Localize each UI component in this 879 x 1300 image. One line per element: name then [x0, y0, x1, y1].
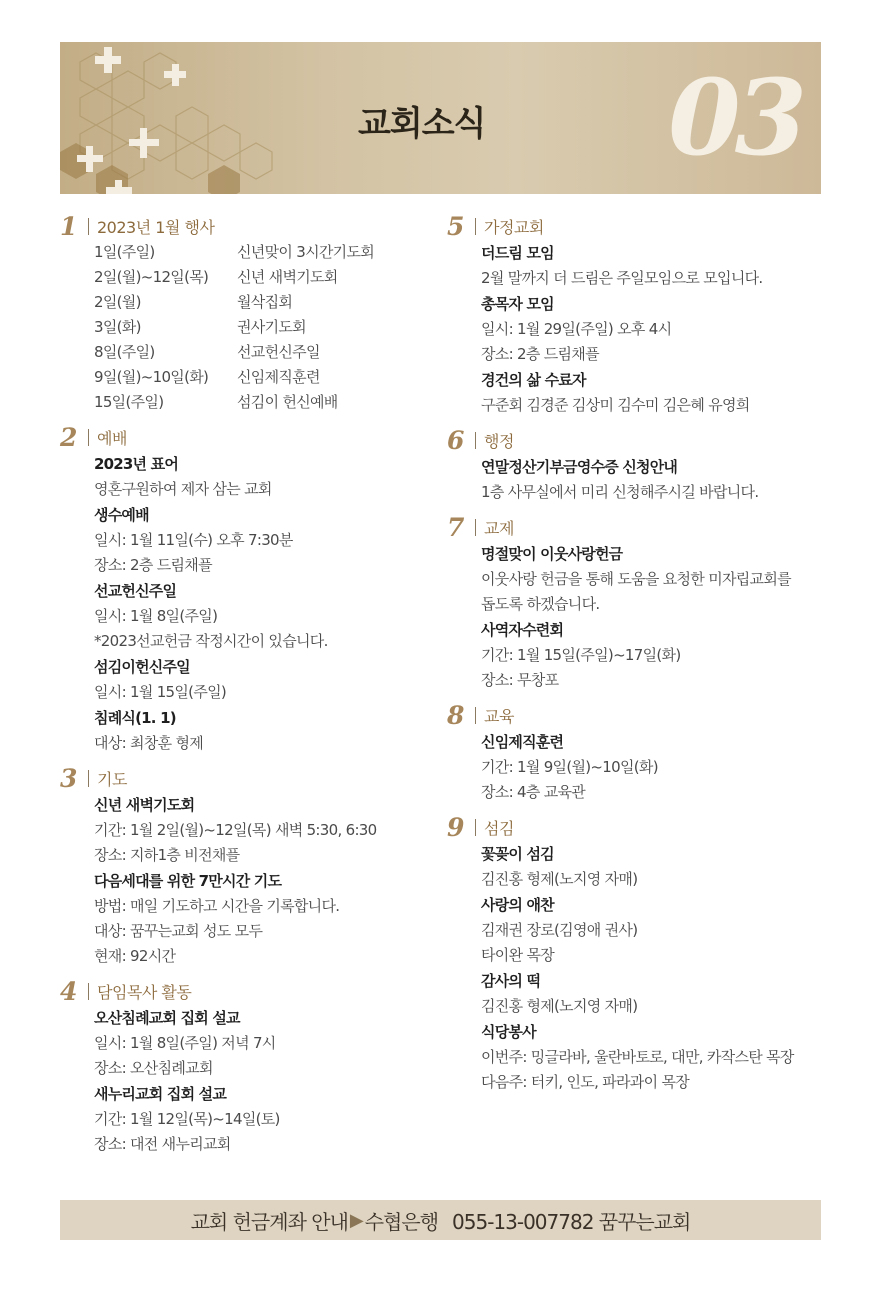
- event-date: 2일(월): [94, 293, 141, 311]
- item-detail: 일시: 1월 8일(주일): [94, 607, 218, 625]
- item-detail: 장소: 오산침례교회: [94, 1059, 213, 1077]
- event-date: 1일(주일): [94, 243, 155, 261]
- event-name: 섬김이 헌신예배: [237, 393, 338, 411]
- section-divider: [88, 770, 89, 787]
- left-column: [60, 212, 430, 1165]
- item-detail: 1층 사무실에서 미리 신청해주시길 바랍니다.: [481, 483, 759, 501]
- section-divider: [475, 432, 476, 449]
- event-row: [94, 290, 430, 315]
- event-date: 3일(화): [94, 318, 141, 336]
- item-title: 사랑의 애찬: [481, 896, 554, 914]
- item-detail: 기간: 1월 12일(목)~14일(토): [94, 1110, 280, 1128]
- section-divider: [475, 519, 476, 536]
- right-column: [447, 212, 832, 1103]
- item-title: 오산침례교회 집회 설교: [94, 1009, 240, 1027]
- item-title: 선교헌신주일: [94, 582, 177, 600]
- event-date: 15일(주일): [94, 393, 164, 411]
- item-detail: 장소: 2층 드림채플: [481, 345, 599, 363]
- item-detail: 영혼구원하여 제자 삼는 교회: [94, 480, 272, 498]
- item-detail: 장소: 2층 드림채플: [94, 556, 212, 574]
- section-number: 1: [60, 211, 78, 241]
- event-row: [94, 265, 430, 290]
- item-detail: 다음주: 터키, 인도, 파라과이 목장: [481, 1073, 690, 1091]
- item-title: 다음세대를 위한 7만시간 기도: [94, 872, 282, 890]
- section-title: 행정: [484, 431, 514, 451]
- section-service: [447, 813, 832, 1095]
- section-number: 8: [447, 700, 465, 730]
- item-title: 연말정산기부금영수증 신청안내: [481, 458, 678, 476]
- section-title: 가정교회: [484, 217, 544, 237]
- item-detail: 이웃사랑 헌금을 통해 도움을 요청한 미자립교회를: [481, 570, 791, 588]
- section-education: [447, 701, 832, 805]
- item-detail: 2월 말까지 더 드림은 주일모임으로 모입니다.: [481, 269, 763, 287]
- item-detail: 김진홍 형제(노지영 자매): [481, 870, 638, 888]
- event-date: 9일(월)~10일(화): [94, 368, 209, 386]
- section-number: 6: [447, 425, 465, 455]
- event-name: 월삭집회: [237, 293, 293, 311]
- section-administration: [447, 426, 832, 505]
- section-title: 예배: [97, 428, 127, 448]
- event-name: 신임제직훈련: [237, 368, 320, 386]
- item-title: 꽃꽂이 섬김: [481, 845, 554, 863]
- item-detail: 기간: 1월 2일(월)~12일(목) 새벽 5:30, 6:30: [94, 821, 377, 839]
- section-events: [60, 212, 430, 415]
- item-detail: 구준회 김경준 김상미 김수미 김은혜 유영희: [481, 396, 750, 414]
- item-detail: 일시: 1월 15일(주일): [94, 683, 227, 701]
- section-divider: [475, 819, 476, 836]
- item-detail: 장소: 지하1층 비전채플: [94, 846, 240, 864]
- item-detail: 기간: 1월 15일(주일)~17일(화): [481, 646, 681, 664]
- offering-account-footer: [60, 1200, 821, 1240]
- item-detail: 김재권 장로(김영애 권사): [481, 921, 638, 939]
- header-banner: [60, 42, 821, 194]
- item-title: 총목자 모임: [481, 295, 554, 313]
- item-detail: *2023선교헌금 작정시간이 있습니다.: [94, 632, 328, 650]
- item-title: 사역자수련회: [481, 621, 564, 639]
- item-detail: 현재: 92시간: [94, 947, 176, 965]
- section-number: 4: [60, 976, 78, 1006]
- item-detail: 방법: 매일 기도하고 시간을 기록합니다.: [94, 897, 340, 915]
- item-title: 신년 새벽기도회: [94, 796, 195, 814]
- item-detail: 기간: 1월 9일(월)~10일(화): [481, 758, 658, 776]
- bank-name: 수협은행: [364, 1209, 439, 1234]
- section-title: 2023년 1월 행사: [97, 217, 215, 237]
- event-name: 권사기도회: [237, 318, 306, 336]
- section-number: 2: [60, 422, 78, 452]
- footer-label: 교회 헌금계좌 안내: [190, 1209, 348, 1234]
- item-title: 침례식(1. 1): [94, 709, 176, 727]
- item-detail: 일시: 1월 29일(주일) 오후 4시: [481, 320, 672, 338]
- hexagon-cross-decoration: [60, 42, 360, 194]
- item-detail: 돕도록 하겠습니다.: [481, 595, 600, 613]
- section-number: 3: [60, 763, 78, 793]
- item-title: 새누리교회 집회 설교: [94, 1085, 227, 1103]
- item-title: 섬김이헌신주일: [94, 658, 190, 676]
- item-title: 2023년 표어: [94, 455, 179, 473]
- item-detail: 일시: 1월 8일(주일) 저녁 7시: [94, 1034, 276, 1052]
- section-divider: [475, 218, 476, 235]
- section-number: 7: [447, 512, 465, 542]
- section-divider: [88, 983, 89, 1000]
- section-title: 교육: [484, 706, 514, 726]
- account-number: 055-13-007782 꿈꾸는교회: [452, 1209, 691, 1234]
- event-date: 2일(월)~12일(목): [94, 268, 209, 286]
- item-title: 감사의 떡: [481, 972, 541, 990]
- section-divider: [88, 218, 89, 235]
- section-title: 섬김: [484, 818, 514, 838]
- item-title: 경건의 삶 수료자: [481, 371, 586, 389]
- section-prayer: [60, 764, 430, 969]
- item-detail: 장소: 무창포: [481, 671, 559, 689]
- item-detail: 김진홍 형제(노지영 자매): [481, 997, 638, 1015]
- item-title: 생수예배: [94, 506, 149, 524]
- item-detail: 이번주: 밍글라바, 울란바토로, 대만, 카작스탄 목장: [481, 1048, 794, 1066]
- item-title: 더드림 모임: [481, 244, 554, 262]
- event-name: 신년맞이 3시간기도회: [237, 243, 375, 261]
- section-divider: [88, 429, 89, 446]
- event-date: 8일(주일): [94, 343, 155, 361]
- page-number: 03: [668, 56, 801, 179]
- section-number: 9: [447, 812, 465, 842]
- section-number: 5: [447, 211, 465, 241]
- section-fellowship: [447, 513, 832, 693]
- page-title: 교회소식: [358, 104, 486, 144]
- event-row: [94, 340, 430, 365]
- item-title: 신임제직훈련: [481, 733, 564, 751]
- section-title: 교제: [484, 518, 514, 538]
- item-detail: 장소: 대전 새누리교회: [94, 1135, 231, 1153]
- arrow-right-icon: ▶: [349, 1209, 363, 1231]
- event-row: [94, 315, 430, 340]
- event-row: [94, 390, 430, 415]
- section-title: 기도: [97, 769, 127, 789]
- item-title: 명절맞이 이웃사랑헌금: [481, 545, 623, 563]
- item-detail: 대상: 최창훈 형제: [94, 734, 204, 752]
- section-worship: [60, 423, 430, 756]
- item-detail: 일시: 1월 11일(수) 오후 7:30분: [94, 531, 293, 549]
- item-title: 식당봉사: [481, 1023, 536, 1041]
- event-name: 선교헌신주일: [237, 343, 320, 361]
- item-detail: 타이완 목장: [481, 946, 555, 964]
- section-pastor-activities: [60, 977, 430, 1157]
- item-detail: 장소: 4층 교육관: [481, 783, 586, 801]
- item-detail: 대상: 꿈꾸는교회 성도 모두: [94, 922, 263, 940]
- event-row: [94, 365, 430, 390]
- event-name: 신년 새벽기도회: [237, 268, 338, 286]
- section-divider: [475, 707, 476, 724]
- section-house-church: [447, 212, 832, 418]
- event-row: [94, 240, 430, 265]
- section-title: 담임목사 활동: [97, 982, 192, 1002]
